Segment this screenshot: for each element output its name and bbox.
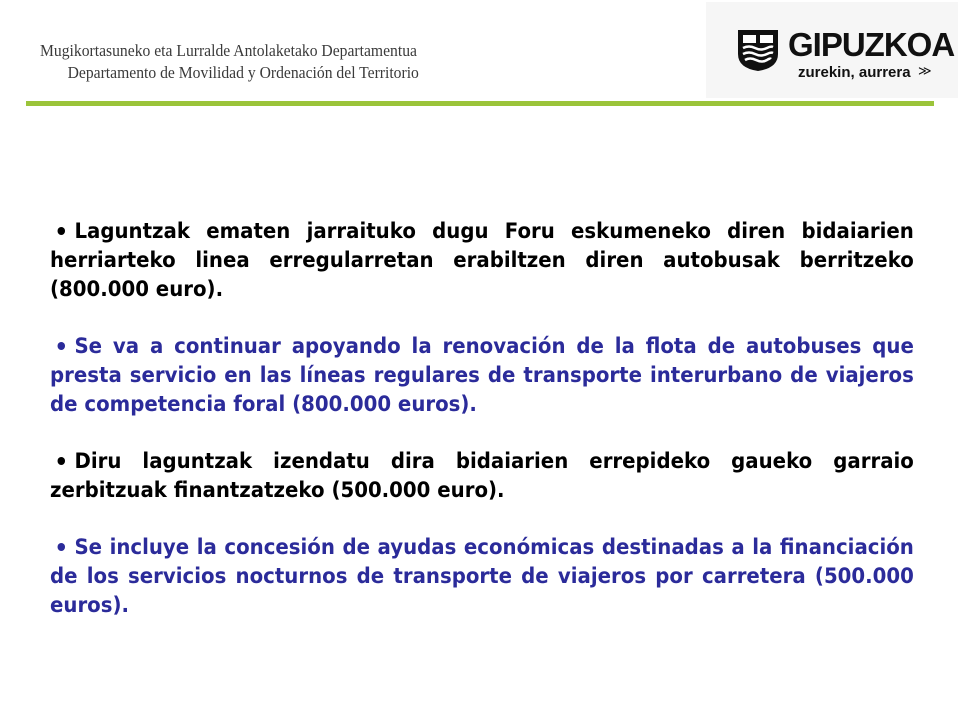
header-divider — [26, 101, 934, 106]
bullet-icon — [58, 227, 66, 235]
bullet-list — [50, 217, 914, 648]
bullet-text: Diru laguntzak izendatu dira bidaiarien errepideko gaueko garraio zerbitzuak finantzatzeko (500.000 euro). — [50, 449, 914, 502]
bullet-icon — [58, 457, 66, 465]
bullet-text: Laguntzak ematen jarraituko dugu Foru eskumeneko diren bidaiarien herriarteko linea erregularretan erabiltzen diren autobusak berritzeko (800.000 euro). — [50, 219, 914, 301]
bullet-item-basque-night-transport — [50, 447, 914, 505]
bullet-text: Se va a continuar apoyando la renovación de la flota de autobuses que presta servicio en las líneas regulares de transporte interurbano de viajeros de competencia foral (800.000 euros). — [50, 334, 914, 416]
bullet-item-spanish-night-transport — [50, 533, 914, 620]
bullet-icon — [58, 342, 66, 350]
bullet-item-basque-buses — [50, 217, 914, 304]
bullet-text: Se incluye la concesión de ayudas económicas destinadas a la financiación de los servicios nocturnos de transporte de viajeros por carretera (500.000 euros). — [50, 535, 914, 617]
gipuzkoa-logo — [706, 2, 958, 98]
department-header — [40, 40, 419, 84]
bullet-icon — [58, 543, 66, 551]
logo-tagline: zurekin, aurrera — [798, 64, 911, 81]
department-name-spanish: Departamento de Movilidad y Ordenación del Territorio — [67, 63, 419, 82]
department-name-basque: Mugikortasuneko eta Lurralde Antolaketako Departamentua — [40, 41, 417, 60]
bullet-item-spanish-buses — [50, 332, 914, 419]
logo-name: GIPUZKOA — [788, 26, 955, 63]
gipuzkoa-shield-icon — [734, 28, 782, 72]
logo-arrows-icon: ≫ — [918, 64, 932, 79]
